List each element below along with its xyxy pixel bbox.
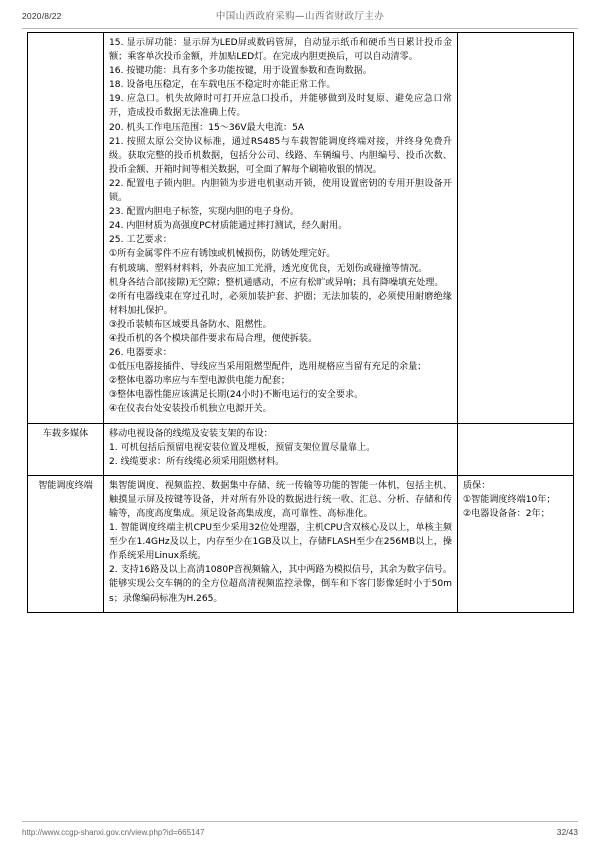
body-paragraph: 18. 设备电压稳定，在车载电压不稳定时亦能正常工作。 (109, 80, 336, 91)
header-divider (22, 28, 578, 29)
footer-page-number: 32/43 (556, 827, 578, 837)
body-paragraph: 1. 可机包括后预留电视安装位置及埋板，预留支架位置尽量靠上。 (109, 442, 376, 453)
row-label-cell: 车载多媒体 (28, 423, 104, 475)
body-paragraph: 集智能调度、视频监控、数据集中存储、统一传输等功能的智能一体机，包括主机、触摸显示屏及按键等设备，并对所有外设的数据进行统一收、汇总、分析、存储和传输等，高度高度集成。须足设备高集成度，高可靠性、高标准化。 (109, 480, 452, 519)
row-body-cell (104, 33, 458, 424)
body-paragraph: 26. 电器要求： (109, 348, 172, 359)
body-paragraph: 23. 配置内胆电子标签，实现内胆的电子身份。 (109, 207, 300, 218)
body-paragraph: 25. 工艺要求： (109, 235, 172, 246)
note-paragraph: ①智能调度终端10年； (463, 494, 556, 505)
page-header (0, 8, 600, 30)
row-label-cell (28, 33, 104, 424)
requirements-table (27, 32, 574, 613)
page-footer (0, 819, 600, 839)
note-paragraph: 质保： (463, 480, 491, 491)
body-paragraph: 19. 应急口。机失故障时可打开应急口投币，并能够做到及时复原、避免应急口常开，造成投币数据无法准确上传。 (109, 94, 452, 119)
body-paragraph: ②所有电器线束在穿过孔时，必须加装护套、护圈；无法加装的，必须使用耐磨绝缘材料加扎保护。 (109, 291, 452, 316)
body-paragraph: 移动电视设备的线缆及安装支架的布设： (109, 428, 273, 439)
body-paragraph: 22. 配置电子锁内胆。内胆锁为步进电机驱动开锁，使用设置密钥的专用开胆设备开锁。 (109, 178, 452, 204)
table-row (28, 423, 574, 475)
body-paragraph: ③投币装帧布区域要具备防水、阻燃性。 (109, 319, 272, 330)
row-body-cell (104, 475, 458, 612)
body-paragraph: 有机玻璃、塑料材料料，外表应加工光滑，透光度优良，无划伤或碰撞等情况。 (109, 263, 428, 274)
table-body (28, 33, 574, 613)
body-paragraph: 16. 按键功能：具有多个多功能按键，用于设置参数和查询数据。 (109, 66, 372, 77)
body-paragraph: ②整体电器功率应与车型电源供电能力配套； (109, 376, 290, 387)
body-paragraph: ④在仪表台处安装投币机独立电源开关。 (109, 404, 272, 415)
body-paragraph: 20. 机头工作电压范围：15～36V最大电流：5A (109, 122, 305, 133)
table-row (28, 475, 574, 612)
body-paragraph: 15. 显示屏功能：显示屏为LED屏或数码管屏，自动显示纸币和硬币当日累计投币金额；乘客单次投币金额，并加贴LED灯。在完成内胆更换后，可以自动清零。 (109, 38, 452, 63)
row-note-cell (458, 33, 574, 424)
footer-url[interactable]: http://www.ccgp-shanxi.gov.cn/view.php?id=665147 (22, 828, 205, 837)
note-paragraph: ②电器设备备：2年； (463, 509, 550, 519)
body-paragraph: ③整体电器性能应该满足长期(24小时)不断电运行的安全要求。 (109, 390, 364, 401)
body-paragraph: 24. 内胆材质为高强度PC材质能通过摔打测试，经久耐用。 (109, 221, 348, 232)
footer-divider (22, 821, 578, 822)
table-row (28, 33, 574, 424)
row-body-cell (104, 423, 458, 475)
body-paragraph: 21. 按照太原公交协议标准，通过RS485与车载智能调度终端对接，并终身免费升级。获取完整的投币机数据，包括分公司、线路、车辆编号、内胆编号、投币次数、投币金额、开箱时间等相关数据，可全面了解每个刷箱收银的情况。 (109, 136, 452, 175)
body-paragraph: ①所有金属零件不应有锈蚀或机械损伤，防锈处理完好。 (109, 249, 336, 260)
body-paragraph: 2. 支持16路及以上高清1080P音视频输入，其中两路为模拟信号，其余为数字信号。能够实现公交车辆的的全方位超高清视频监控录像，倒车和下客门影像延时小于50ms；录像编码标准为H.265。 (109, 565, 452, 604)
row-label-cell: 智能调度终端 (28, 475, 104, 612)
body-paragraph: ④投币机的各个模块部件要求布局合理，便使拆装。 (109, 333, 318, 344)
body-paragraph: ①低压电器接插件、导线应当采用阻燃型配件，选用规格应当留有充足的余量； (109, 362, 427, 373)
body-paragraph: 2. 线缆要求：所有线缆必须采用阻燃材料。 (109, 456, 285, 467)
row-note-cell (458, 423, 574, 475)
header-title: 中国山西政府采购—山西省财政厅主办 (215, 11, 385, 22)
body-paragraph: 机身各结合部(接隙)无空隙；整机通感动，不应有松旷或异响；具有降噪填充处理。 (109, 277, 444, 288)
row-note-cell (458, 475, 574, 612)
header-date: 2020/8/22 (22, 11, 62, 21)
body-paragraph: 1. 智能调度终端主机CPU至少采用32位处理器，主机CPU含双核心及以上，单核主频至少在1.4GHz及以上，内存至少在1GB及以上，存储FLASH至少在256MB以上，操作系统采用Linux系统。 (109, 523, 452, 562)
